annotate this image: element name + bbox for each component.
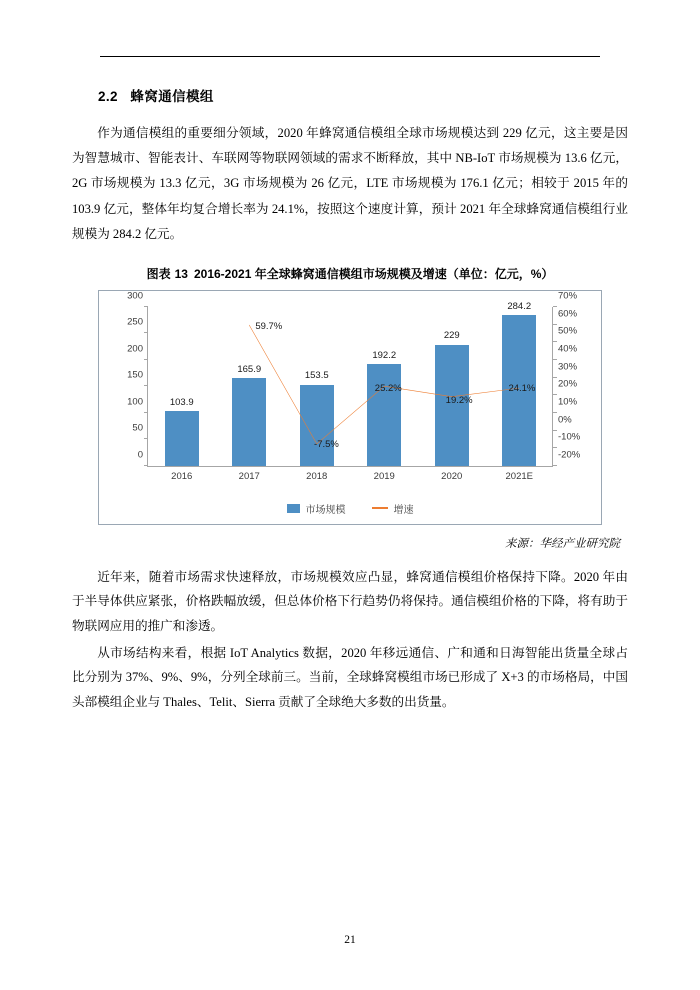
figure-caption-number: 13 <box>174 266 188 281</box>
y2-tick-4: 20% <box>558 378 578 390</box>
y2-tick-7: 50% <box>558 325 578 337</box>
bar-label-2021E: 284.2 <box>507 301 532 313</box>
y2-tick-1: -10% <box>558 431 581 443</box>
legend-item-market-size <box>287 501 346 516</box>
figure-caption-prefix: 图表 <box>146 266 171 281</box>
growth-label-2020: 19.2% <box>445 394 473 406</box>
y2-tick-6: 40% <box>558 343 578 355</box>
chart-plot-area <box>105 290 597 491</box>
growth-label-2021E: 24.1% <box>508 383 536 395</box>
growth-label-2017: 59.7% <box>255 321 283 333</box>
y-tick-2: 100 <box>127 396 143 408</box>
figure-source: 来源：华经产业研究院 <box>505 537 620 550</box>
paragraph-1: 作为通信模组的重要细分领域，2020 年蜂窝通信模组全球市场规模达到 229 亿元，这主要是因为智慧城市、智能表计、车联网等物联网领域的需求不断释放，其中 NB-IoT 市场规模为 13.6 亿元，2G 市场规模为 13.3 亿元，3G 市场规模为 26 亿元，LTE 市场规模为 176.1 亿元；相较于 2015 年的 103.9 亿元，整体年均复合增长率为 24.1%，按照这个速度计算，预计 2021 年全球蜂窝通信模组行业规模为 284.2 亿元。 <box>72 126 628 241</box>
bar-label-2020: 229 <box>443 330 460 342</box>
x-label-2018: 2018 <box>306 470 328 482</box>
y2-tick-0: -20% <box>558 449 581 461</box>
bar-label-2017: 165.9 <box>237 363 262 375</box>
legend-label-growth: 增速 <box>393 504 414 516</box>
figure-caption-title: 2016-2021 年全球蜂窝通信模组市场规模及增速（单位：亿元，%） <box>193 266 554 281</box>
chart-container <box>98 290 602 525</box>
section-heading <box>98 85 628 105</box>
bar-label-2019: 192.2 <box>372 349 397 361</box>
growth-label-2019: 25.2% <box>374 383 402 395</box>
x-label-2021E: 2021E <box>505 470 533 482</box>
growth-line <box>148 307 553 466</box>
legend-item-growth <box>372 501 414 516</box>
section-title-text: 蜂窝通信模组 <box>130 89 214 104</box>
figure-caption <box>72 265 628 282</box>
y-tick-5: 250 <box>127 316 143 328</box>
bar-swatch-icon <box>287 504 300 513</box>
y-tick-3: 150 <box>127 369 143 381</box>
y2-tick-9: 70% <box>558 290 578 302</box>
header-rule <box>100 56 600 57</box>
y-tick-4: 200 <box>127 343 143 355</box>
bar-label-2018: 153.5 <box>304 370 329 382</box>
chart-axes <box>127 290 581 482</box>
chart-legend <box>105 501 595 520</box>
y-tick-1: 50 <box>132 422 143 434</box>
page-content <box>72 85 628 714</box>
section-number: 2.2 <box>98 89 118 104</box>
y-tick-0: 0 <box>137 449 143 461</box>
paragraph-2: 近年来，随着市场需求快速释放，市场规模效应凸显，蜂窝通信模组价格保持下降。2020 年由于半导体供应紧张，价格跌幅放缓，但总体价格下行趋势仍将保持。通信模组价格的下降，将有助于物联网应用的推广和渗透。 <box>72 569 628 634</box>
y2-tick-5: 30% <box>558 361 578 373</box>
growth-label-2018: -7.5% <box>314 439 339 451</box>
x-label-2019: 2019 <box>373 470 395 482</box>
legend-label-market-size: 市场规模 <box>305 504 346 516</box>
y2-tick-3: 10% <box>558 396 578 408</box>
y-tick-6: 300 <box>127 290 143 302</box>
line-swatch-icon <box>372 507 388 509</box>
x-label-2016: 2016 <box>171 470 193 482</box>
page-number: 21 <box>344 934 356 946</box>
x-label-2017: 2017 <box>238 470 260 482</box>
bar-label-2016: 103.9 <box>169 396 194 408</box>
paragraph-3: 从市场结构来看，根据 IoT Analytics 数据，2020 年移远通信、广和通和日海智能出货量全球占比分别为 37%、9%、9%，分列全球前三。当前，全球蜂窝模组市场已形成了 X+3 的市场格局，中国头部模组企业与 Thales、Telit、Sierra 贡献了全球绝大多数的出货量。 <box>72 645 628 709</box>
x-label-2020: 2020 <box>441 470 463 482</box>
y2-tick-8: 60% <box>558 308 578 320</box>
y2-tick-2: 0% <box>558 414 572 426</box>
